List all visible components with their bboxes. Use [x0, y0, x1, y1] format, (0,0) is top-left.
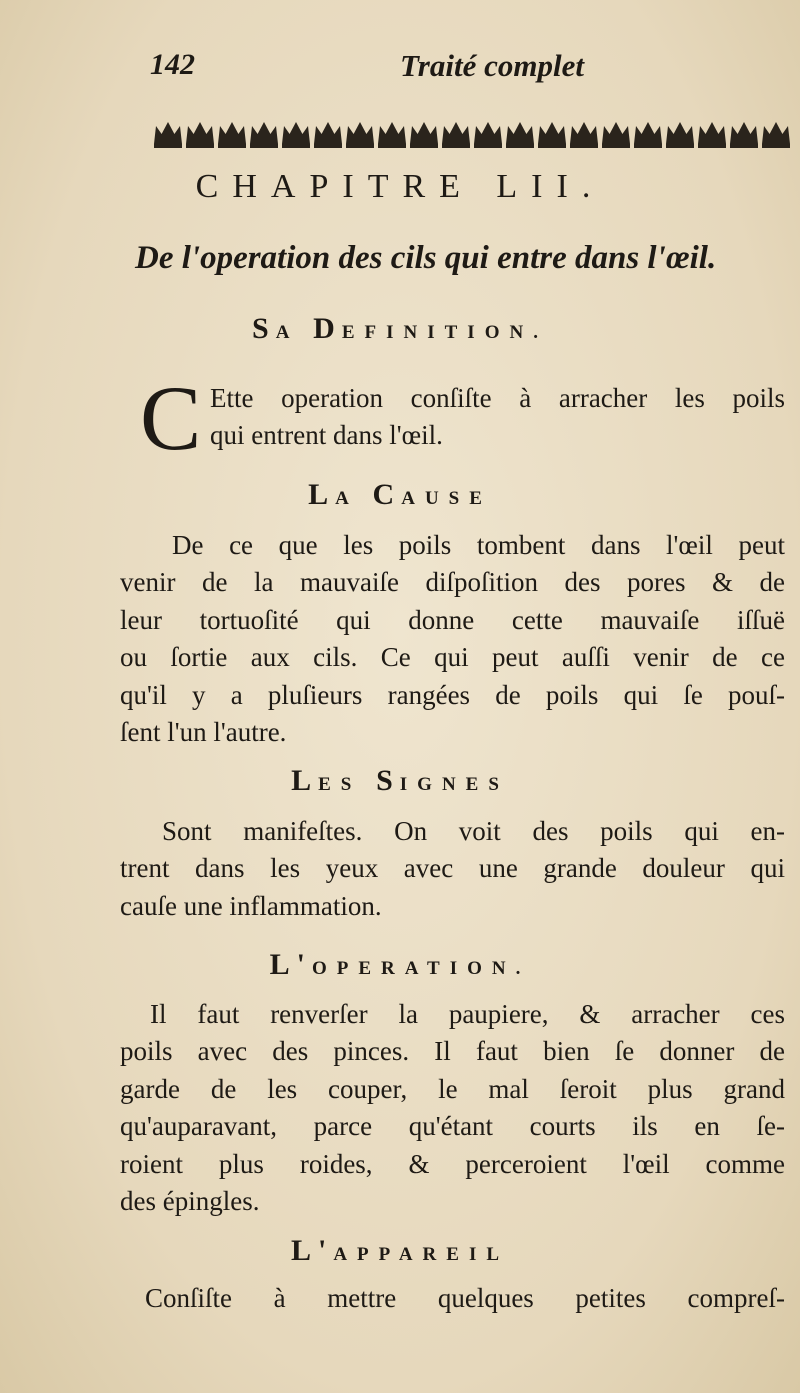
- paragraph-appareil: [120, 1280, 785, 1317]
- crown-base: [474, 144, 502, 148]
- text-line: poils avec des pinces. Il faut bien ſe donner de: [120, 1036, 785, 1067]
- ornament-band: [152, 118, 792, 150]
- crown-base: [282, 144, 310, 148]
- heading-signes: LES SIGNES: [291, 764, 509, 797]
- crown-base: [666, 144, 694, 148]
- crown-ornament: [250, 122, 278, 144]
- crown-base: [762, 144, 790, 148]
- crown-ornament: [410, 122, 438, 144]
- crown-base: [218, 144, 246, 148]
- crown-base: [538, 144, 566, 148]
- text-line: trent dans les yeux avec une grande douleur qui: [120, 853, 785, 884]
- heading-definition: SA DEFINITION.: [252, 312, 548, 345]
- page-number: 142: [150, 48, 195, 81]
- text-line: cauſe une inflammation.: [120, 890, 382, 921]
- text-line: qu'il y a pluſieurs rangées de poils qui ſe pouſ-: [120, 679, 785, 710]
- text-line: leur tortuoſité qui donne cette mauvaiſe iſſuë: [120, 604, 785, 635]
- crown-ornament: [282, 122, 310, 144]
- crown-ornament: [474, 122, 502, 144]
- crown-ornament: [314, 122, 342, 144]
- crown-ornament: [186, 122, 214, 144]
- ornament-crowns: [152, 118, 792, 150]
- text-line: qu'auparavant, parce qu'étant courts ils en ſe-: [120, 1111, 785, 1142]
- chapter-title: CHAPITRE LII.: [195, 168, 605, 205]
- text-line: ou ſortie aux cils. Ce qui peut auſſi venir de ce: [120, 642, 785, 673]
- crown-ornament: [602, 122, 630, 144]
- crown-base: [250, 144, 278, 148]
- text-line: Conſiſte à mettre quelques petites compreſ-: [145, 1283, 785, 1313]
- crown-base: [346, 144, 374, 148]
- crown-ornament: [218, 122, 246, 144]
- crown-base: [698, 144, 726, 148]
- crown-base: [730, 144, 758, 148]
- crown-base: [570, 144, 598, 148]
- heading-cause: LA CAUSE: [308, 478, 492, 511]
- crown-ornament: [442, 122, 470, 144]
- crown-base: [154, 144, 182, 148]
- text-line: roient plus roides, & perceroient l'œil comme: [120, 1148, 785, 1179]
- crown-ornament: [698, 122, 726, 144]
- crown-base: [602, 144, 630, 148]
- crown-ornament: [538, 122, 566, 144]
- crown-base: [378, 144, 406, 148]
- page-header: [150, 42, 670, 90]
- crown-ornament: [570, 122, 598, 144]
- drop-cap: C: [140, 367, 202, 469]
- crown-base: [186, 144, 214, 148]
- heading-operation: L'OPERATION.: [269, 948, 531, 981]
- running-title: Traité complet: [400, 48, 584, 83]
- text-line: des épingles.: [120, 1186, 260, 1217]
- text-line: Il faut renverſer la paupiere, & arracher ces: [150, 999, 785, 1029]
- crown-ornament: [730, 122, 758, 144]
- crown-ornament: [634, 122, 662, 144]
- crown-ornament: [762, 122, 790, 144]
- text-line: venir de la mauvaiſe diſpoſition des pores & de: [120, 567, 785, 598]
- crown-base: [410, 144, 438, 148]
- text-line: Ette operation conſiſte à arracher les poils: [210, 383, 785, 413]
- paragraph-cause: [120, 527, 785, 751]
- heading-appareil: L'APPAREIL: [290, 1234, 510, 1267]
- crown-base: [442, 144, 470, 148]
- crown-ornament: [154, 122, 182, 144]
- crown-ornament: [666, 122, 694, 144]
- text-line: garde de les couper, le mal ſeroit plus grand: [120, 1073, 785, 1104]
- paragraph-definition: [210, 380, 785, 455]
- chapter-subtitle: De l'operation des cils qui entre dans l'œil.: [135, 240, 717, 276]
- text-line: ſent l'un l'autre.: [120, 717, 287, 748]
- text-line: De ce que les poils tombent dans l'œil peut: [172, 530, 785, 560]
- crown-ornament: [378, 122, 406, 144]
- paragraph-operation: [120, 996, 785, 1220]
- crown-base: [506, 144, 534, 148]
- paragraph-signes: [120, 813, 785, 925]
- crown-base: [634, 144, 662, 148]
- crown-ornament: [346, 122, 374, 144]
- crown-base: [314, 144, 342, 148]
- text-line: Sont manifeſtes. On voit des poils qui en-: [162, 816, 785, 846]
- crown-ornament: [506, 122, 534, 144]
- text-line: qui entrent dans l'œil.: [210, 420, 443, 451]
